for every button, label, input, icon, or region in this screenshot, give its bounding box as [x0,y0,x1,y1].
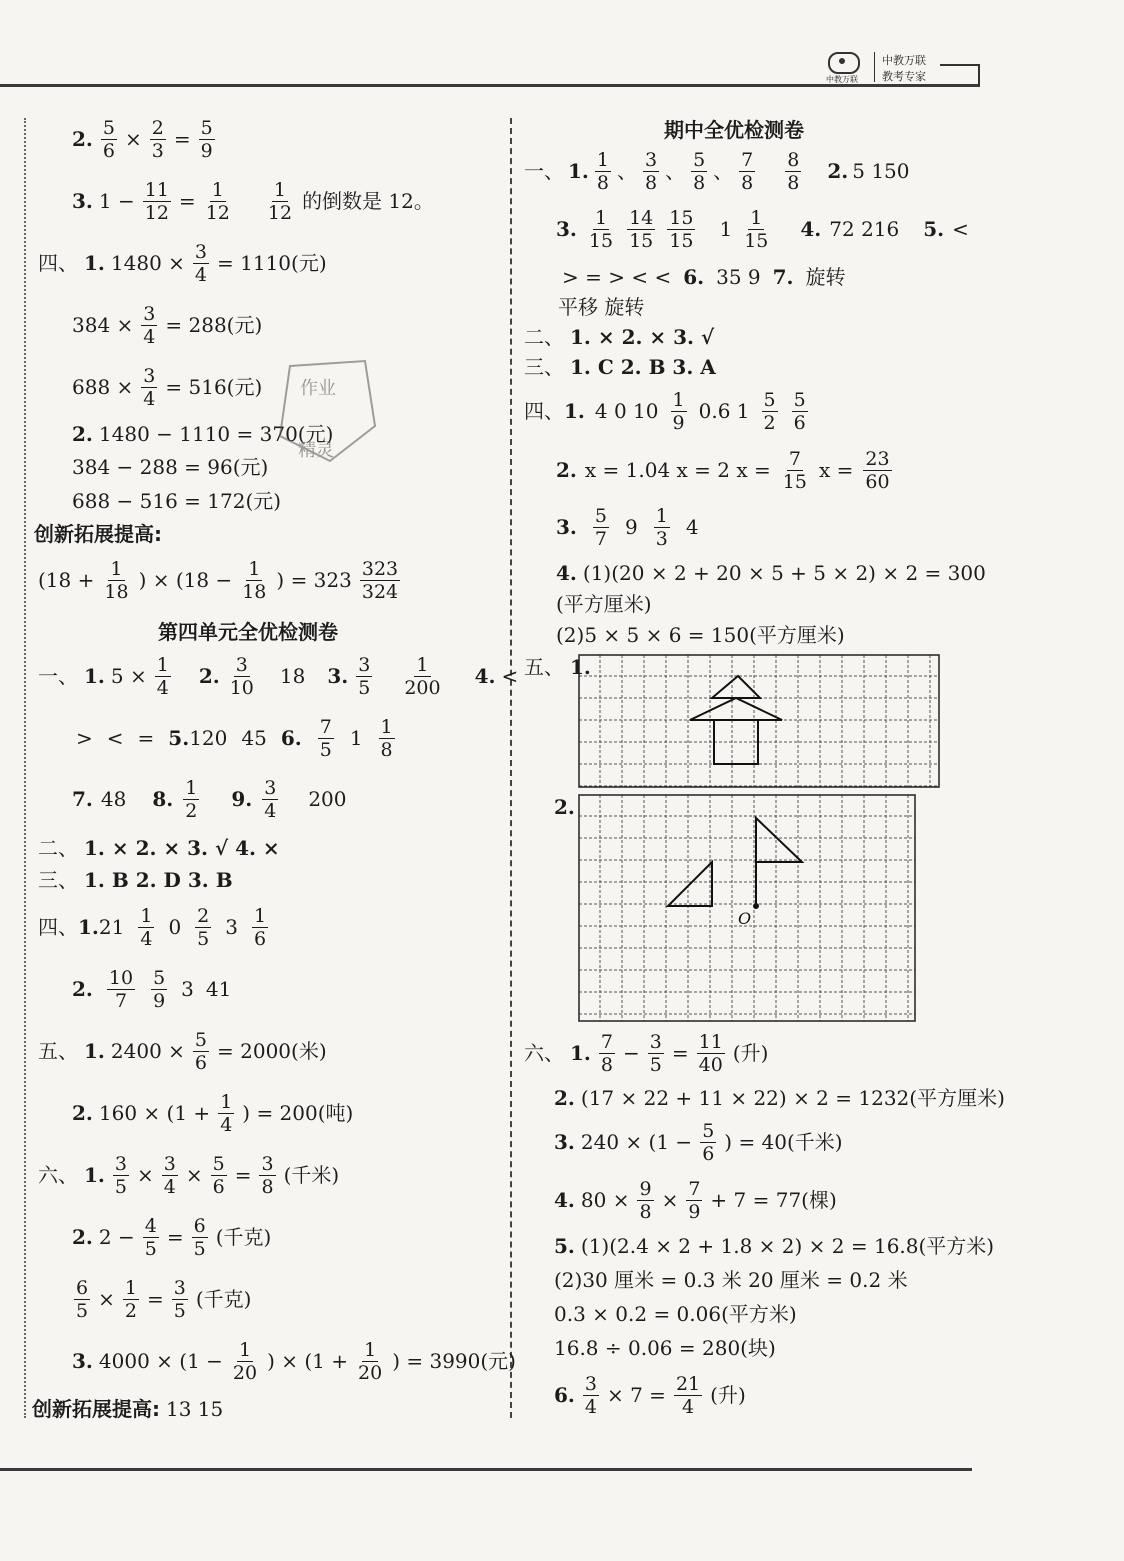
publisher-logo [822,50,980,86]
unit4-part5-line1: 五、 1. 2400 × $\frac{5}{6}$ = 2000(米) [38,1028,327,1074]
grid-figure-1 [578,654,940,788]
left-line-2: 3. 1 − $\frac{11}{12}$ = $\frac{1}{12}$ 1 12 的倒数是 12。 [72,178,434,224]
right-part5-label: 五、 1. [524,655,591,679]
right-part6-line3: 3. 240 × (1 − $\frac{5}{6}$ ) = 40(千米) [554,1119,843,1165]
left-innovation-heading: 创新拓展提高: [34,522,162,546]
right-line2: 3. 1 15 14 15 15 15 1 1 15 4. 72 216 5. < [556,206,969,252]
right-part4-line3: 3. 5 7 9 1 3 4 [556,504,699,550]
unit4-part3: 三、 1. B 2. D 3. B [38,868,233,892]
unit4-title: 第四单元全优检测卷 [158,620,338,644]
right-part5-2-label: 2. [554,795,575,819]
right-line3: > = > < < 6. 35 9 7. 旋转 [562,265,846,289]
unit4-part4-line1: 四、1.21 1 4 0 2 5 3 1 6 [38,904,267,950]
right-part4-line2: 2. x = 1.04 x = 2 x = $\frac{7}{15}$ x = $\frac{23}{60}$ [556,447,890,493]
right-part4-line4: 4. (1)(20 × 2 + 20 × 5 + 5 × 2) × 2 = 300 [556,561,986,585]
bottom-rule [0,1468,972,1471]
unit4-part6-line1: 六、 1. $\frac{3}{5}$ × $\frac{3}{4}$ × $\frac{5}{6}$ = $\frac{3}{8}$ (千米) [38,1152,340,1198]
grid-figure-2 [578,794,916,1022]
unit4-line3: 7. 48 8. 1 2 9. 3 4 200 [72,776,347,822]
unit4-line1: 一、 1. 5 × $\frac{1}{4}$ 2. 3 10 18 3. 3 5 1 200 4. < [38,653,519,699]
arrow-house-shape [690,676,782,764]
left-sec4-line5: 384 − 288 = 96(元) [72,455,269,479]
svg-text:精灵: 精灵 [298,440,334,461]
right-part6-line9: 6. $\frac{3}{4}$ × 7 = $\frac{21}{4}$ (升) [554,1372,746,1418]
unit4-part6-line2: 2. 2 − $\frac{4}{5}$ = $\frac{6}{5}$ (千克) [72,1214,272,1260]
unit4-line2: > < = 5.120 45 6. 7 5 1 1 8 [76,715,393,761]
unit4-part6-line3: $\frac{6}{5}$ × $\frac{1}{2}$ = $\frac{3}{5}$ (千克) [76,1276,252,1322]
right-part6-line6: (2)30 厘米 = 0.3 米 20 厘米 = 0.2 米 [554,1268,908,1292]
right-part4-line6: (2)5 × 5 × 6 = 150(平方厘米) [556,623,845,647]
right-line1: 一、 1. 1 8 、 3 8 、 5 8 、 7 8 8 8 2. 5 150 [524,148,910,194]
right-part6-line1: 六、 1. 7 8 − $\frac{3}{5}$ = $\frac{11}{40}$ (升) [524,1030,769,1076]
midterm-title: 期中全优检测卷 [664,118,804,142]
left-sec4-line6: 688 − 516 = 172(元) [72,489,282,513]
logo-small-text: 中教万联 [826,75,858,84]
right-part3: 三、 1. C 2. B 3. A [524,355,716,379]
right-line4: 平移 旋转 [558,295,645,319]
origin-point [753,903,759,909]
left-sec4-line3: 688 × $\frac{3}{4}$ = 516(元) [72,364,263,410]
unit4-part4-line2: 2. 10 7 5 9 3 41 [72,966,232,1012]
right-part6-line2: 2. (17 × 22 + 11 × 22) × 2 = 1232(平方厘米) [554,1086,1005,1110]
left-innovation-formula: (18 + $\frac{1}{18}$ ) × (18 − $\frac{1}{18}$ ) = 323 323 324 [38,557,399,603]
right-part2: 二、 1. × 2. × 3. √ [524,325,715,349]
right-part4-line1: 四、1. 4 0 10 1 9 0.6 1 5 2 5 6 [524,388,806,434]
unit4-part5-line2: 2. 160 × (1 + $\frac{1}{4}$ ) = 200(吨) [72,1090,354,1136]
right-part4-line5: (平方厘米) [556,592,652,616]
homework-stamp [270,356,380,466]
column-divider [510,118,512,1418]
left-margin-dots [24,118,26,1418]
left-sec4-line1: 四、 1. 1480 × $\frac{3}{4}$ = 1110(元) [38,240,327,286]
left-line-1: 2. $\frac{5}{6}$ × $\frac{2}{3}$ = $\frac{5}{9}$ [72,116,213,162]
unit4-part6-line4: 3. 4000 × (1 − $\frac{1}{20}$ ) × (1 + $\frac{1}{20}$ ) = 3990(元) [72,1338,516,1384]
left-sec4-line2: 384 × $\frac{3}{4}$ = 288(元) [72,302,263,348]
unit4-innovation: 创新拓展提高: 13 15 [32,1397,224,1421]
unit4-part2: 二、 1. × 2. × 3. √ 4. × [38,836,280,860]
right-part6-line5: 5. (1)(2.4 × 2 + 1.8 × 2) × 2 = 16.8(平方米) [554,1234,995,1258]
svg-text:O: O [738,909,752,928]
right-part6-line4: 4. 80 × $\frac{9}{8}$ × $\frac{7}{9}$ + 7 = 77(棵) [554,1177,837,1223]
right-part6-line8: 16.8 ÷ 0.06 = 280(块) [554,1336,776,1360]
left-sec4-line4: 2. 1480 − 1110 = 370(元) [72,422,334,446]
logo-line2: 教考专家 [882,70,926,83]
svg-text:作业: 作业 [300,378,336,399]
right-part6-line7: 0.3 × 0.2 = 0.06(平方米) [554,1302,797,1326]
logo-line1: 中教万联 [882,54,926,67]
